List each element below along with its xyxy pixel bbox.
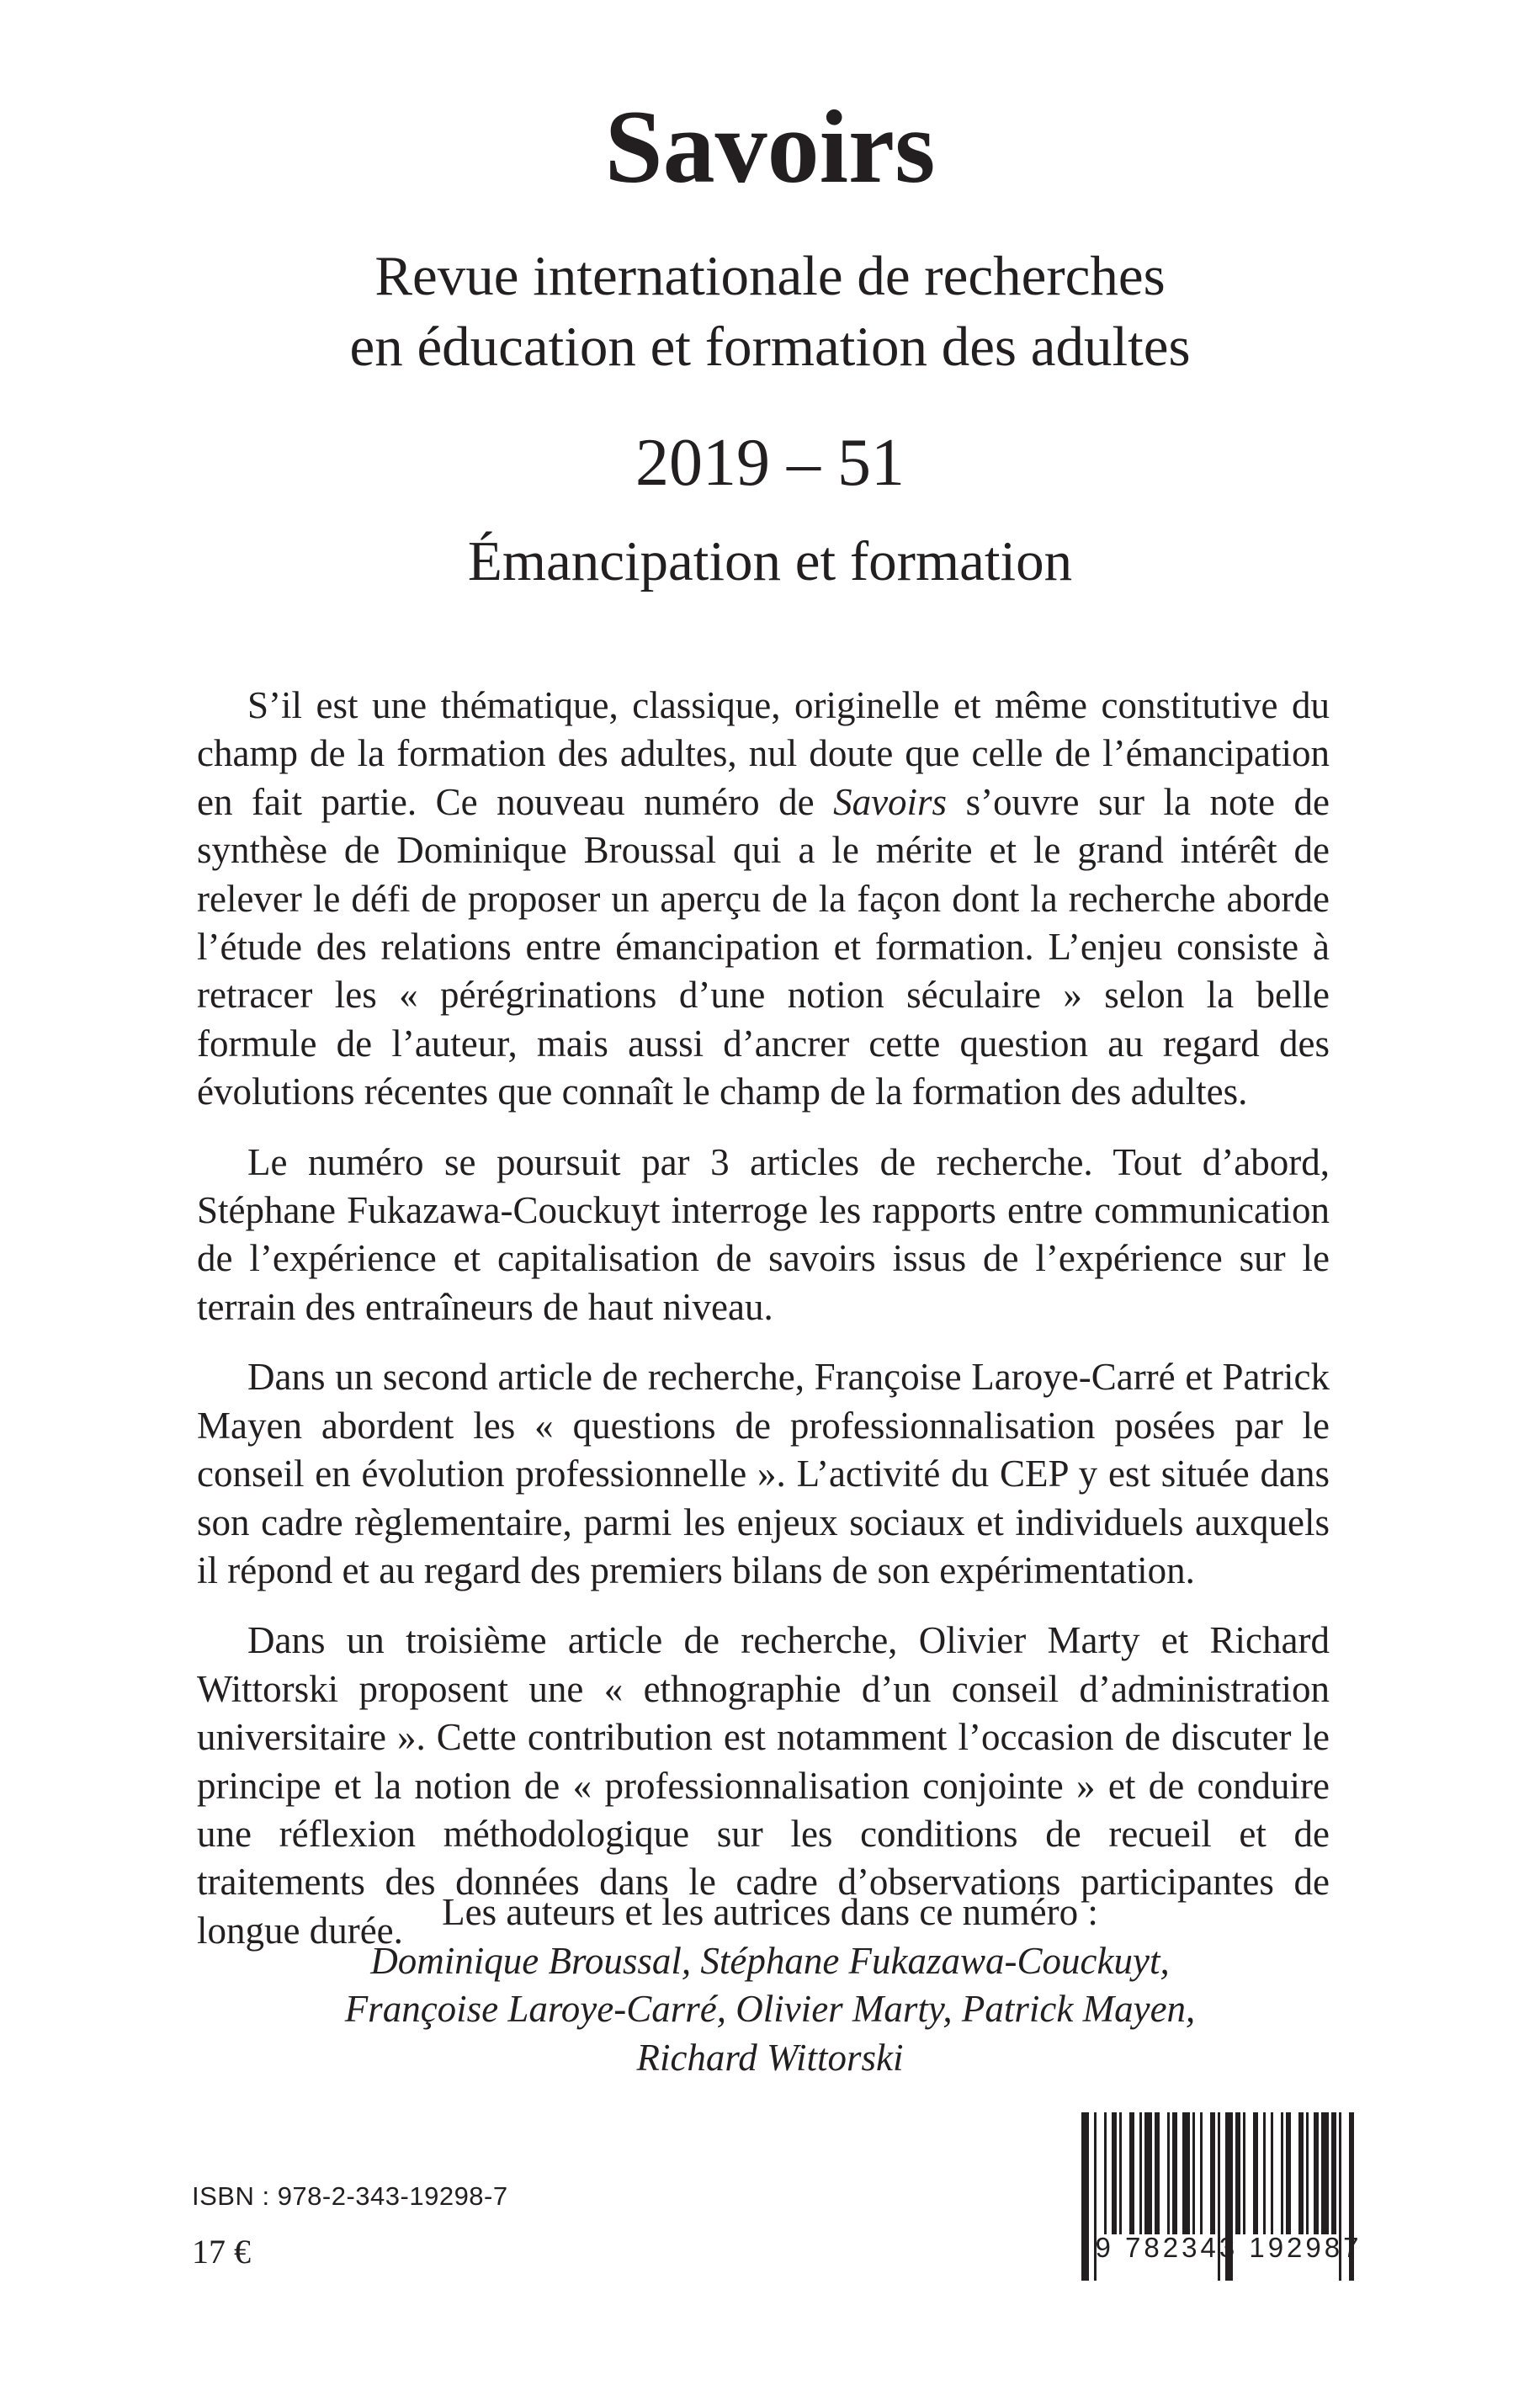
journal-title: Savoirs bbox=[604, 89, 936, 205]
barcode-digits: 9 782343 192987 bbox=[1095, 2232, 1362, 2263]
barcode-bar bbox=[1167, 2112, 1170, 2234]
barcode-bar bbox=[1155, 2112, 1160, 2234]
barcode-bar bbox=[1192, 2112, 1195, 2234]
journal-subtitle bbox=[0, 241, 1540, 382]
barcode-bar bbox=[1298, 2112, 1304, 2234]
barcode-icon bbox=[1056, 2104, 1401, 2293]
abstract-paragraph-1 bbox=[197, 682, 1330, 1117]
barcode-bar bbox=[1129, 2112, 1134, 2234]
abstract-paragraph-2: Le numéro se poursuit par 3 articles de recherche. Tout d’abord, Stéphane Fukazawa-Couckuyt interroge les rapports entre communication de l’expérience et capitalisation de savoirs issus de l’expérience sur le terrain des entraîneurs de haut niveau. bbox=[197, 1140, 1330, 1328]
authors-line-1: Dominique Broussal, Stéphane Fukazawa-Couckuyt, bbox=[370, 1939, 1170, 1982]
barcode-bar bbox=[1306, 2112, 1309, 2234]
issue-number: 2019 – 51 bbox=[635, 426, 905, 500]
isbn: ISBN : 978-2-343-19298-7 bbox=[192, 2181, 508, 2211]
abstract-text bbox=[197, 682, 1330, 1977]
barcode-bar bbox=[1286, 2112, 1291, 2234]
barcode-bar bbox=[1182, 2112, 1190, 2234]
authors-intro: Les auteurs et les autrices dans ce numéro : bbox=[442, 1891, 1098, 1933]
barcode-bar bbox=[1253, 2112, 1258, 2234]
subtitle-line-2: en éducation et formation des adultes bbox=[349, 316, 1191, 378]
barcode-bar bbox=[1314, 2112, 1319, 2234]
barcode-bar bbox=[1172, 2112, 1177, 2234]
barcode-bar bbox=[1112, 2112, 1117, 2234]
barcode-bar bbox=[1321, 2112, 1329, 2234]
barcode-bar bbox=[1144, 2112, 1152, 2234]
barcode-bar bbox=[1243, 2112, 1245, 2234]
price: 17 € bbox=[192, 2233, 251, 2271]
barcode-bar bbox=[1104, 2112, 1107, 2234]
paragraph-1-text-end: s’ouvre sur la note de synthèse de Dominique Broussal qui a le mérite et le grand intérêt de relever le défi de proposer un aperçu de la façon dont la recherche aborde l’étude des relations entre émancipation et formation. L’enjeu consiste à retracer les « pérégrinations d’une notion séculaire » selon la belle formule de l’auteur, mais aussi d’ancrer cette question au regard des évolutions récentes que connaît le champ de la formation des adultes. bbox=[197, 780, 1330, 1113]
barcode-bar bbox=[1210, 2112, 1215, 2234]
journal-name-italic: Savoirs bbox=[833, 780, 948, 823]
authors-line-2: Françoise Laroye-Carré, Olivier Marty, Patrick Mayen, bbox=[344, 1988, 1196, 2030]
barcode-bar bbox=[1331, 2112, 1336, 2234]
barcode-bar bbox=[1271, 2112, 1273, 2234]
barcode-bar bbox=[1263, 2112, 1266, 2234]
barcode-bar bbox=[1235, 2112, 1240, 2234]
issue-theme: Émancipation et formation bbox=[467, 530, 1073, 592]
authors-block bbox=[0, 1888, 1540, 2082]
barcode-bar bbox=[1119, 2112, 1122, 2234]
abstract-paragraph-4: Dans un troisième article de recherche, Olivier Marty et Richard Wittorski proposent une « ethnographie d’un conseil d’administration universitaire ». Cette contribution est notamment l’occasion de discuter le principe et la notion de « professionnalisation conjointe » et de conduire une réflexion méthodologique sur les conditions de recueil et de traitements des données dans le cadre d’observations participantes de longue durée. bbox=[197, 1619, 1330, 1952]
barcode-bar bbox=[1139, 2112, 1142, 2234]
abstract-paragraph-3: Dans un second article de recherche, Françoise Laroye-Carré et Patrick Mayen abordent les « questions de professionnalisation posées par le conseil en évolution professionnelle ». L’activité du CEP y est située dans son cadre règlementaire, parmi les enjeux sociaux et individuels auxquels il répond et au regard des premiers bilans de son expérimentation. bbox=[197, 1356, 1330, 1591]
barcode-bar bbox=[1281, 2112, 1283, 2234]
paragraph-1-text-start: S’il est une thématique, classique, originelle et même constitutive du champ de la formation des adultes, nul doute que celle de l’émancipation en fait partie. Ce nouveau numéro de bbox=[197, 684, 1330, 823]
barcode-bar bbox=[1200, 2112, 1203, 2234]
subtitle-line-1: Revue internationale de recherches bbox=[374, 245, 1166, 307]
authors-line-3: Richard Wittorski bbox=[636, 2036, 904, 2079]
